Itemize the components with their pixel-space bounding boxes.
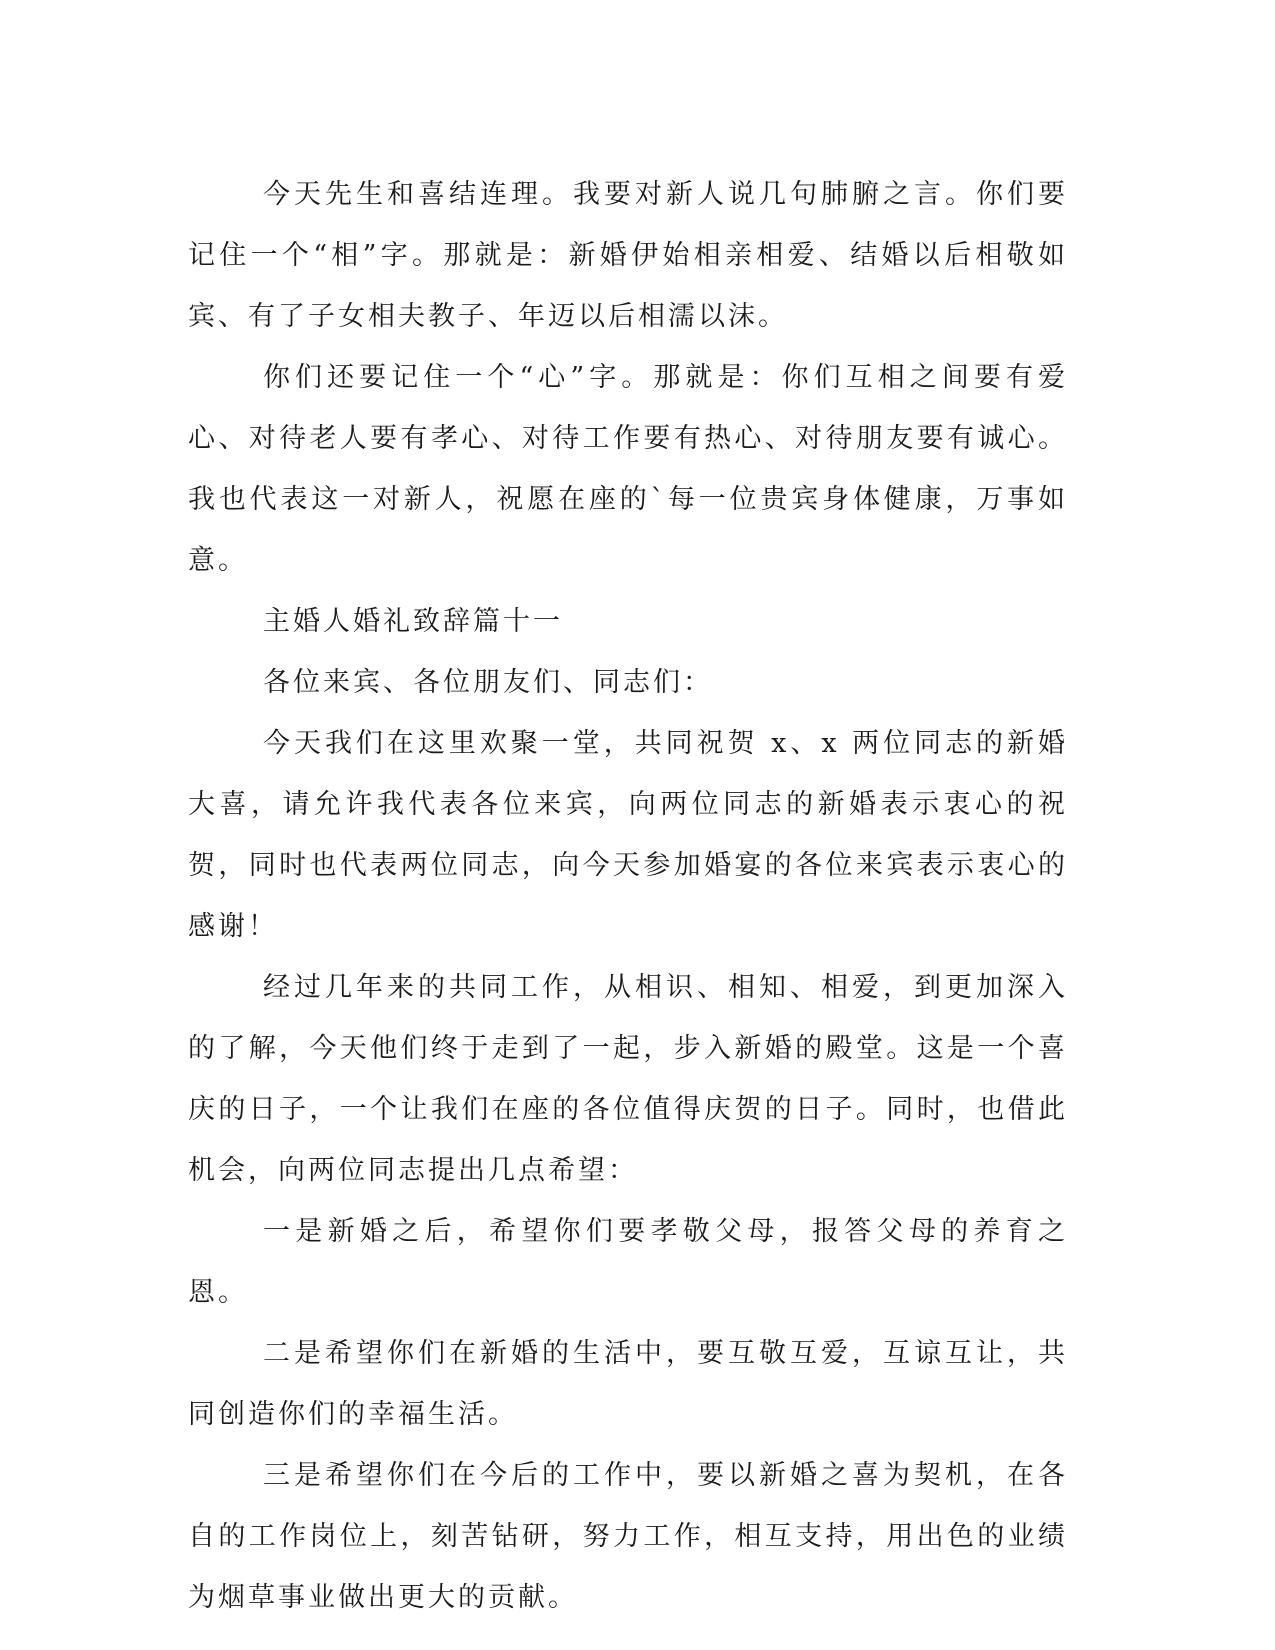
document-body <box>188 164 1068 1628</box>
wish-item-3: 三是希望你们在今后的工作中，要以新婚之喜为契机，在各自的工作岗位上，刻苦钻研，努力工作，相互支持，用出色的业绩为烟草事业做出更大的贡献。 <box>188 1460 1068 1613</box>
paragraph-xiang-character: 今天先生和喜结连理。我要对新人说几句肺腑之言。你们要记住一个“相”字。那就是：新婚伊始相亲相爱、结婚以后相敬如宾、有了子女相夫教子、年迈以后相濡以沫。 <box>188 179 1068 332</box>
section-heading: 主婚人婚礼致辞篇十一 <box>263 606 563 637</box>
paragraph-congratulations: 今天我们在这里欢聚一堂，共同祝贺 x、x 两位同志的新婚大喜，请允许我代表各位来宾，向两位同志的新婚表示衷心的祝贺，同时也代表两位同志，向今天参加婚宴的各位来宾表示衷心的感谢！ <box>188 728 1068 942</box>
salutation: 各位来宾、各位朋友们、同志们： <box>263 667 713 698</box>
paragraph-xin-character: 你们还要记住一个“心”字。那就是：你们互相之间要有爱心、对待老人要有孝心、对待工作要有热心、对待朋友要有诚心。我也代表这一对新人，祝愿在座的`每一位贵宾身体健康，万事如意。 <box>188 362 1068 576</box>
paragraph-background: 经过几年来的共同工作，从相识、相知、相爱，到更加深入的了解，今天他们终于走到了一起，步入新婚的殿堂。这是一个喜庆的日子，一个让我们在座的各位值得庆贺的日子。同时，也借此机会，向两位同志提出几点希望： <box>188 972 1068 1186</box>
wish-item-2: 二是希望你们在新婚的生活中，要互敬互爱，互谅互让，共同创造你们的幸福生活。 <box>188 1338 1068 1430</box>
wish-item-1: 一是新婚之后，希望你们要孝敬父母，报答父母的养育之恩。 <box>188 1216 1068 1308</box>
